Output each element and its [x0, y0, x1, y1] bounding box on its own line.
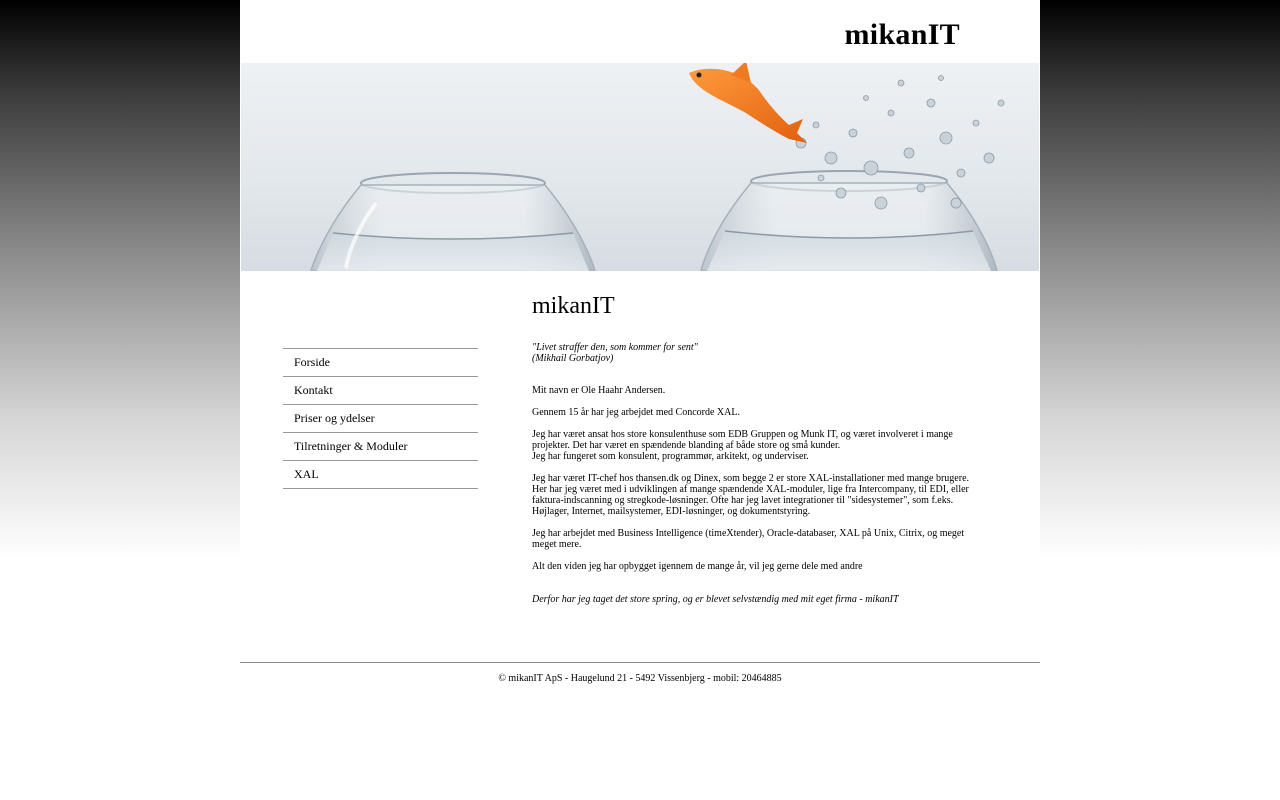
goldfish-bowls-illustration — [241, 63, 1039, 271]
right-bowl-icon — [701, 171, 997, 271]
it-chief-paragraph: Jeg har været IT-chef hos thansen.dk og Dinex, som begge 2 er store XAL-installationer med mange brugere. Her har jeg været med i udviklingen af mange spændende XAL-moduler, lige fra Intercompany, til EDI, eller faktura-indscanning og stregkode-løsninger. Ofte har jeg lavet integrationer til "sidesystemer", som f.eks. Højlager, Internet, mailsystemer, EDI-løsninger, og dokumentstyring. — [532, 473, 970, 517]
quote-author: (Mikhail Gorbatjov) — [532, 353, 614, 364]
consultancy-paragraph: Jeg har været ansat hos store konsulenthuse som EDB Gruppen og Munk IT, og været involveret i mange projekter. Det har været en spændende blanding af både store og små kunder. — [532, 429, 953, 451]
bi-paragraph: Jeg har arbejdet med Business Intelligence (timeXtender), Oracle-databaser, XAL på Unix, Citrix, og meget meget mere. — [532, 528, 965, 550]
experience-paragraph: Gennem 15 år har jeg arbejdet med Concorde XAL. — [532, 407, 740, 418]
main-content — [532, 290, 972, 605]
left-bowl-icon — [311, 173, 595, 271]
quote-text: "Livet straffer den, som kommer for sent" — [532, 342, 698, 353]
header-banner — [241, 63, 1039, 271]
footer-text: © mikanIT ApS - Haugelund 21 - 5492 Vissenbjerg - mobil: 20464885 — [498, 673, 782, 684]
nav-item-forside[interactable]: Forside — [283, 349, 478, 377]
share-paragraph: Alt den viden jeg har opbygget igennem de mange år, vil jeg gerne dele med andre — [532, 561, 863, 572]
site-title: mikanIT — [844, 18, 960, 51]
nav-item-priser[interactable]: Priser og ydelser — [283, 405, 478, 433]
nav-item-xal[interactable]: XAL — [283, 461, 478, 489]
main-navigation — [283, 348, 478, 489]
closing-paragraph: Derfor har jeg taget det store spring, og er blevet selvstændig med mit eget firma - mikanIT — [532, 594, 899, 605]
roles-paragraph: Jeg har fungeret som konsulent, programmør, arkitekt, og underviser. — [532, 451, 809, 462]
nav-item-kontakt[interactable]: Kontakt — [283, 377, 478, 405]
quote — [532, 342, 972, 364]
footer-divider — [240, 662, 1040, 663]
nav-item-tilretninger[interactable]: Tilretninger & Moduler — [283, 433, 478, 461]
goldfish-icon — [689, 63, 807, 143]
page-heading: mikanIT — [532, 293, 615, 319]
intro-paragraph: Mit navn er Ole Haahr Andersen. — [532, 385, 666, 396]
